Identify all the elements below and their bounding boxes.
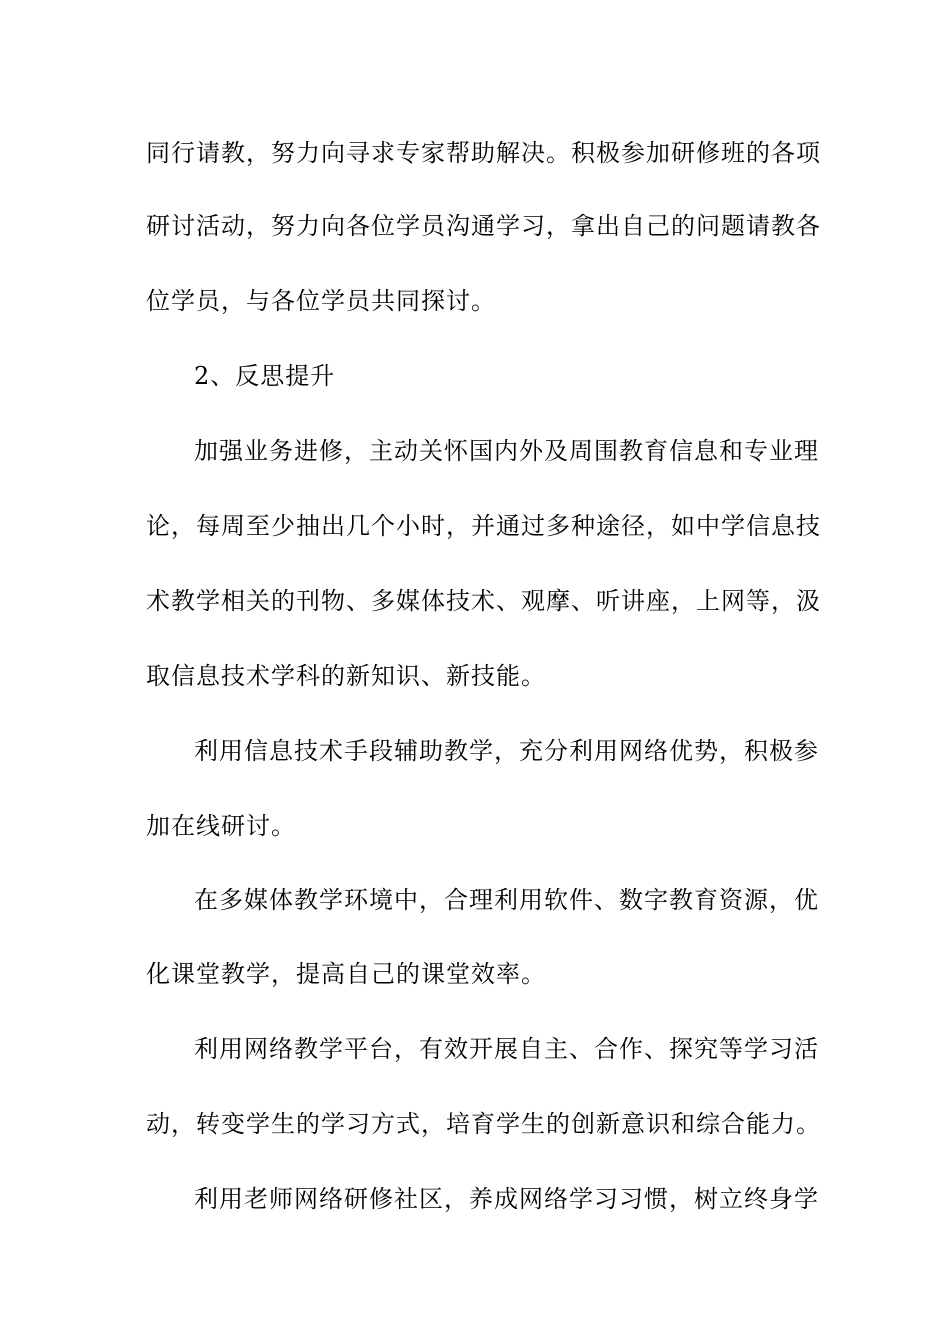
text-line: 术教学相关的刊物、多媒体技术、观摩、听讲座，上网等，汲 xyxy=(146,587,821,615)
text-line: 加在线研讨。 xyxy=(146,812,296,840)
text-line: 论，每周至少抽出几个小时，并通过多种途径，如中学信息技 xyxy=(146,512,821,540)
text-line: 利用信息技术手段辅助教学，充分利用网络优势，积极参 xyxy=(194,737,819,765)
text-line: 取信息技术学科的新知识、新技能。 xyxy=(146,662,546,690)
text-line: 化课堂教学，提高自己的课堂效率。 xyxy=(146,960,546,988)
text-line: 利用网络教学平台，有效开展自主、合作、探究等学习活 xyxy=(194,1035,819,1063)
text-line: 在多媒体教学环境中，合理利用软件、数字教育资源，优 xyxy=(194,886,819,914)
section-heading: 2、反思提升 xyxy=(194,362,336,390)
text-line: 加强业务进修，主动关怀国内外及周围教育信息和专业理 xyxy=(194,437,819,465)
text-line: 动，转变学生的学习方式，培育学生的创新意识和综合能力。 xyxy=(146,1110,821,1138)
text-line: 利用老师网络研修社区，养成网络学习习惯，树立终身学 xyxy=(194,1185,819,1213)
text-line: 位学员，与各位学员共同探讨。 xyxy=(146,287,496,315)
text-line: 研讨活动，努力向各位学员沟通学习，拿出自己的问题请教各 xyxy=(146,212,821,240)
text-line: 同行请教，努力向寻求专家帮助解决。积极参加研修班的各项 xyxy=(146,139,821,167)
